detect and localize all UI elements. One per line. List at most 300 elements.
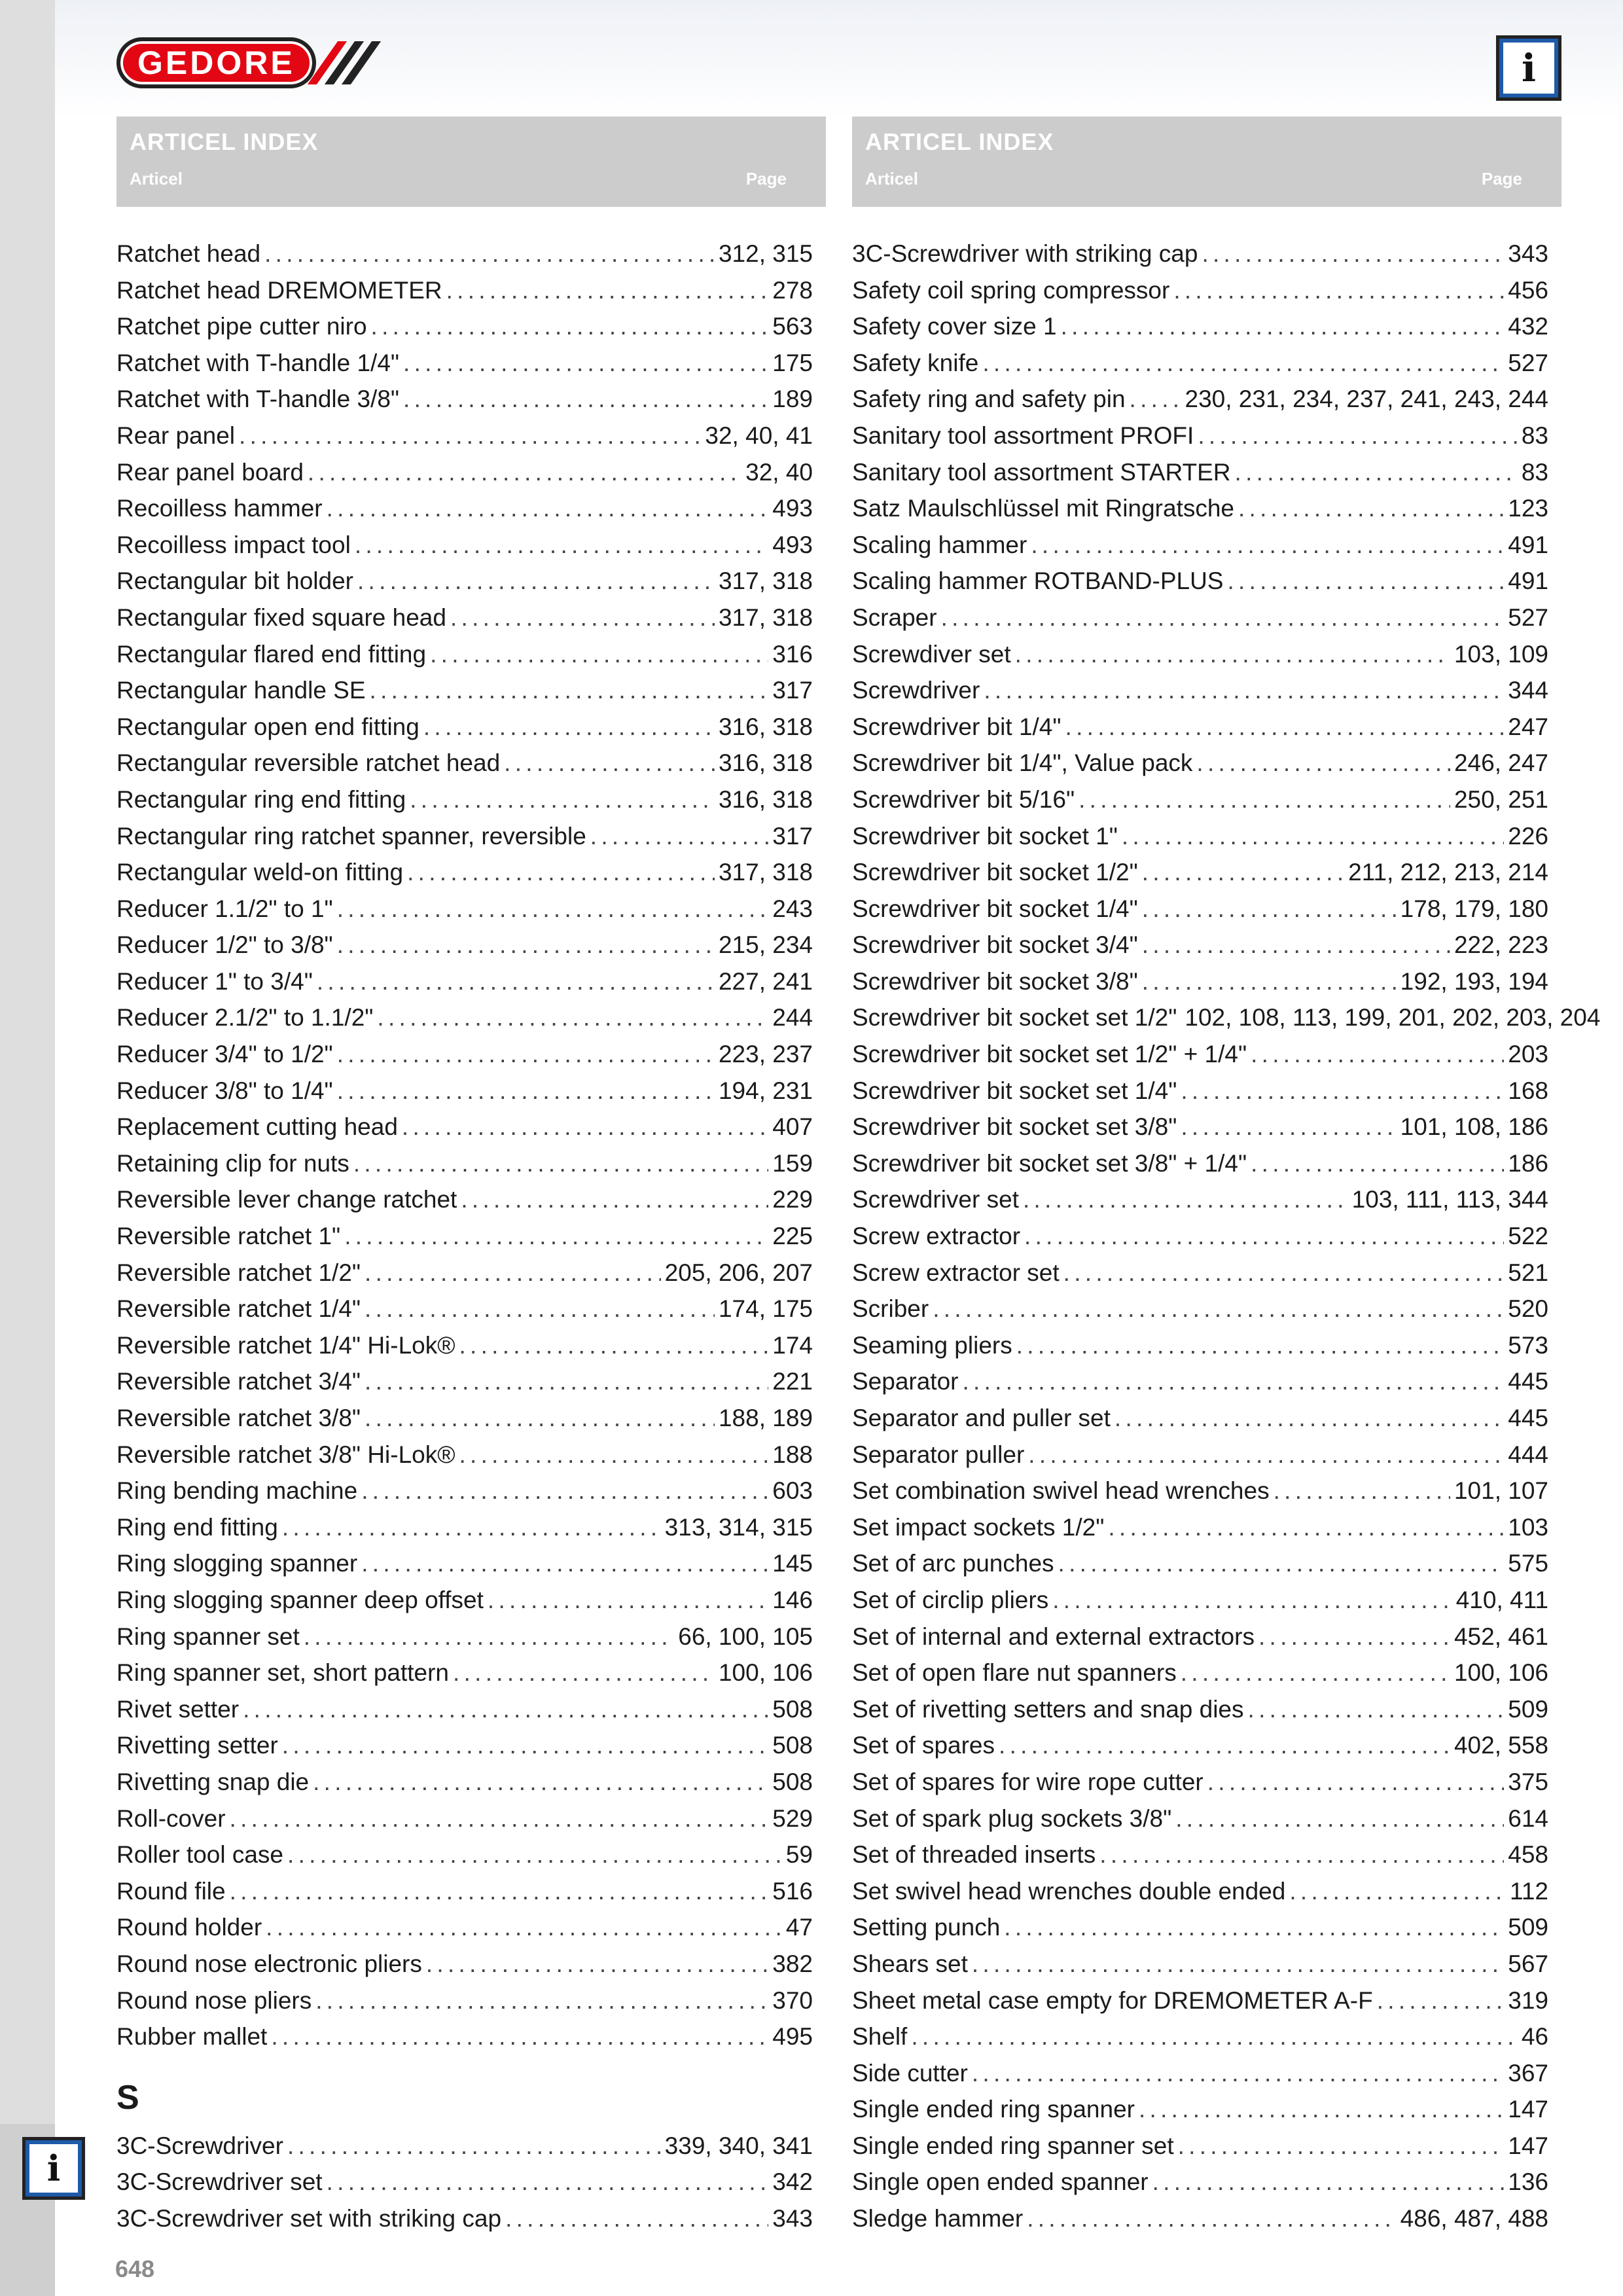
dot-leader	[1198, 418, 1518, 454]
entry-page: 342	[772, 2168, 813, 2196]
index-entry	[116, 308, 813, 345]
dot-leader	[1235, 454, 1518, 491]
dot-leader	[1108, 1509, 1504, 1546]
dot-leader	[941, 600, 1505, 636]
entry-page: 244	[772, 1004, 813, 1031]
entry-page: 527	[1508, 349, 1548, 376]
dot-leader	[266, 1909, 782, 1946]
index-entry	[116, 1764, 813, 1801]
dot-leader	[1079, 781, 1450, 818]
dot-leader	[353, 1145, 768, 1182]
entry-page: 508	[772, 1732, 813, 1759]
entry-page: 522	[1508, 1223, 1548, 1250]
entry-page: 317, 318	[718, 603, 813, 631]
entry-name: Reducer 1.1/2" to 1"	[116, 895, 333, 922]
index-entry	[116, 1946, 813, 1982]
index-entry	[852, 1582, 1548, 1619]
entry-name: Ratchet head	[116, 240, 261, 267]
entry-name: Rectangular open end fitting	[116, 713, 419, 740]
entry-name: Set of open flare nut spanners	[852, 1659, 1177, 1687]
index-entry	[116, 1109, 813, 1145]
entry-page: 444	[1508, 1441, 1548, 1468]
entry-name: Scaling hammer ROTBAND-PLUS	[852, 567, 1224, 595]
dot-leader	[1196, 745, 1450, 781]
index-entry	[116, 490, 813, 527]
entry-page: 159	[772, 1149, 813, 1177]
entry-name: Screwdriver bit socket set 1/4"	[852, 1077, 1177, 1104]
index-entry	[116, 963, 813, 1000]
entry-name: Round nose pliers	[116, 1986, 312, 2014]
index-entry	[116, 2164, 813, 2200]
entry-name: Rivetting snap die	[116, 1768, 310, 1795]
entry-page: 215, 234	[718, 931, 813, 959]
entry-page: 189	[772, 386, 813, 413]
index-entry	[116, 1255, 813, 1291]
entry-name: Shears set	[852, 1950, 968, 1977]
left-column-header	[116, 117, 826, 207]
index-entry	[852, 2018, 1548, 2055]
dot-leader	[1202, 236, 1504, 272]
entry-page: 188	[772, 1441, 813, 1468]
dot-leader	[1099, 1837, 1504, 1873]
index-entry	[116, 745, 813, 781]
dot-leader	[1142, 927, 1450, 963]
entry-page: 456	[1508, 276, 1548, 304]
entry-page: 101, 107	[1454, 1477, 1548, 1505]
index-entry	[116, 781, 813, 818]
entry-page: 575	[1508, 1550, 1548, 1577]
entry-page: 147	[1508, 2096, 1548, 2123]
dot-leader	[1274, 1473, 1450, 1509]
entry-page: 211, 212, 213, 214	[1348, 859, 1548, 886]
entry-name: Set swivel head wrenches double ended	[852, 1877, 1286, 1905]
index-entry	[116, 1400, 813, 1437]
index-entry	[852, 927, 1548, 963]
entry-name: Separator and puller set	[852, 1405, 1111, 1431]
dot-leader	[430, 636, 768, 673]
index-entry	[116, 600, 813, 636]
entry-name: Ratchet with T-handle 1/4"	[116, 349, 400, 376]
dot-leader	[450, 600, 715, 636]
entry-page: 493	[772, 531, 813, 558]
entry-name: Reducer 1" to 3/4"	[116, 967, 313, 995]
dot-leader	[315, 1982, 768, 2019]
entry-name: Ring spanner set, short pattern	[116, 1659, 450, 1687]
entry-name: Reducer 2.1/2" to 1.1/2"	[116, 1004, 374, 1031]
entry-page: 32, 40	[745, 458, 813, 486]
index-entry	[852, 963, 1548, 1000]
entry-page: 83	[1521, 458, 1548, 486]
index-entry	[852, 1327, 1548, 1364]
entry-page: 529	[772, 1804, 813, 1832]
entry-name: Recoilless impact tool	[116, 531, 351, 558]
dot-leader	[287, 1837, 782, 1873]
entry-page: 83	[1521, 422, 1548, 449]
index-entry	[116, 818, 813, 855]
entry-page: 509	[1508, 1695, 1548, 1723]
dot-leader	[355, 527, 768, 564]
entry-page: 508	[772, 1768, 813, 1795]
dot-leader	[282, 1727, 768, 1764]
dot-leader	[1289, 1873, 1506, 1910]
dot-leader	[370, 672, 769, 709]
dot-leader	[1028, 1437, 1504, 1473]
entry-name: Scaling hammer	[852, 531, 1027, 558]
dot-leader	[1251, 1036, 1504, 1073]
entry-page: 194, 231	[718, 1077, 813, 1104]
dot-leader	[1175, 1801, 1504, 1837]
right-header-title: ARTICEL INDEX	[865, 128, 1054, 155]
entry-name: Screwdriver bit socket 3/8"	[852, 967, 1138, 995]
dot-leader	[365, 1363, 768, 1400]
dot-leader	[230, 1801, 769, 1837]
dot-leader	[337, 927, 715, 963]
entry-name: Screwdriver bit socket 1"	[852, 822, 1118, 850]
entry-page: 146	[772, 1586, 813, 1613]
dot-leader	[1258, 1619, 1450, 1655]
index-entry	[116, 236, 813, 272]
entry-page: 312, 315	[718, 240, 813, 267]
index-entry	[116, 1437, 813, 1473]
entry-page: 382	[772, 1950, 813, 1977]
entry-name: Ring slogging spanner deep offset	[116, 1586, 484, 1613]
entry-page: 123	[1508, 495, 1548, 522]
dot-leader	[426, 1946, 768, 1982]
entry-page: 32, 40, 41	[705, 422, 813, 449]
index-entry	[852, 1073, 1548, 1109]
entry-name: Reversible ratchet 1/4"	[116, 1295, 361, 1323]
index-entry	[116, 454, 813, 491]
index-entry	[852, 236, 1548, 272]
entry-page: 192, 193, 194	[1400, 967, 1548, 995]
index-entry	[852, 1655, 1548, 1691]
entry-page: 402, 558	[1454, 1732, 1548, 1759]
info-icon-bottom: i	[22, 2137, 85, 2200]
entry-page: 407	[772, 1113, 813, 1141]
entry-name: Screwdriver bit socket set 1/2"	[852, 1004, 1177, 1031]
entry-name: Screwdriver bit socket 1/4"	[852, 895, 1138, 922]
entry-name: Separator puller	[852, 1441, 1025, 1468]
entry-page: 100, 106	[718, 1659, 813, 1687]
entry-name: Set of spark plug sockets 3/8"	[852, 1804, 1172, 1832]
index-entry	[116, 1801, 813, 1837]
index-entry	[116, 272, 813, 309]
dot-leader	[1065, 709, 1505, 745]
dot-leader	[453, 1655, 715, 1691]
entry-name: Rear panel	[116, 422, 236, 449]
entry-name: Round nose electronic pliers	[116, 1950, 422, 1977]
index-entry	[116, 418, 813, 454]
entry-page: 66, 100, 105	[678, 1623, 813, 1650]
dot-leader	[911, 2018, 1518, 2055]
index-entry	[852, 600, 1548, 636]
index-entry	[852, 490, 1548, 527]
dot-leader	[344, 1218, 768, 1255]
entry-page: 226	[1508, 822, 1548, 850]
index-entry	[852, 418, 1548, 454]
entry-page: 316, 318	[718, 713, 813, 740]
dot-leader	[972, 1946, 1504, 1982]
index-entry	[116, 2200, 813, 2237]
index-entry	[852, 308, 1548, 345]
index-entry	[116, 2018, 813, 2055]
entry-page: 47	[785, 1914, 813, 1941]
entry-name: Reversible ratchet 1/4" Hi-Lok®	[116, 1331, 455, 1359]
dot-leader	[1181, 1073, 1504, 1109]
dot-leader	[337, 891, 769, 927]
entry-page: 59	[785, 1841, 813, 1869]
entry-name: Shelf	[852, 2023, 908, 2051]
entry-page: 175	[772, 349, 813, 376]
dot-leader	[1142, 854, 1344, 891]
entry-name: Sheet metal case empty for DREMOMETER A-F	[852, 1986, 1373, 2014]
dot-leader	[963, 1363, 1505, 1400]
index-entry	[852, 2055, 1548, 2092]
section-letter: S	[116, 2078, 139, 2117]
entry-name: Set of internal and external extractors	[852, 1623, 1255, 1650]
index-entry	[852, 781, 1548, 818]
dot-leader	[1173, 272, 1504, 309]
entry-page: 573	[1508, 1331, 1548, 1359]
entry-name: Seaming pliers	[852, 1331, 1012, 1359]
index-entry	[116, 1545, 813, 1582]
left-header-article-label: Articel	[130, 169, 183, 188]
dot-leader	[287, 2128, 661, 2164]
entry-page: 174, 175	[718, 1295, 813, 1323]
entry-page: 46	[1521, 2023, 1548, 2051]
entry-page: 174	[772, 1331, 813, 1359]
dot-leader	[337, 1073, 715, 1109]
index-entry	[116, 636, 813, 673]
entry-name: Screwdriver bit socket set 1/2" + 1/4"	[852, 1041, 1247, 1068]
dot-leader	[1063, 1255, 1505, 1291]
entry-name: Reducer 1/2" to 3/8"	[116, 931, 333, 959]
entry-page: 230, 231, 234, 237, 241, 243, 244	[1185, 386, 1548, 413]
entry-page: 317	[772, 677, 813, 704]
entry-name: Side cutter	[852, 2059, 968, 2087]
entry-page: 319	[1508, 1986, 1548, 2014]
entry-name: Ring end fitting	[116, 1513, 278, 1541]
entry-name: Screwdriver bit 1/4"	[852, 713, 1061, 740]
entry-page: 344	[1508, 677, 1548, 704]
entry-page: 445	[1508, 1368, 1548, 1395]
index-entry	[116, 672, 813, 709]
entry-page: 145	[772, 1550, 813, 1577]
dot-leader	[1152, 2164, 1505, 2200]
entry-name: Safety coil spring compressor	[852, 276, 1170, 304]
entry-name: Safety ring and safety pin	[852, 386, 1126, 413]
index-entry	[116, 999, 813, 1036]
dot-leader	[1377, 1982, 1505, 2019]
entry-name: Rectangular reversible ratchet head	[116, 749, 501, 777]
dot-leader	[230, 1873, 769, 1910]
entry-page: 343	[1508, 240, 1548, 267]
dot-leader	[1142, 891, 1397, 927]
index-entry	[116, 1073, 813, 1109]
entry-name: Screwdriver bit socket set 3/8"	[852, 1113, 1177, 1141]
index-entry	[852, 1255, 1548, 1291]
logo-wordmark: GEDORE	[116, 37, 316, 88]
dot-leader	[1207, 1764, 1505, 1801]
entry-page: 603	[772, 1477, 813, 1505]
entry-name: Screw extractor	[852, 1223, 1021, 1250]
entry-page: 317	[772, 822, 813, 850]
entry-name: Ratchet pipe cutter niro	[116, 313, 367, 340]
index-entry	[852, 1109, 1548, 1145]
index-entry	[116, 927, 813, 963]
entry-page: 168	[1508, 1077, 1548, 1104]
index-entry	[116, 1181, 813, 1218]
dot-leader	[410, 781, 715, 818]
entry-page: 227, 241	[718, 967, 813, 995]
entry-page: 317, 318	[718, 859, 813, 886]
entry-name: Set of spares for wire rope cutter	[852, 1768, 1204, 1795]
dot-leader	[407, 854, 715, 891]
index-entry	[852, 345, 1548, 382]
index-entry	[116, 1691, 813, 1728]
index-entry	[116, 854, 813, 891]
entry-page: 103, 109	[1454, 640, 1548, 668]
entry-page: 452, 461	[1454, 1623, 1548, 1650]
index-entry	[116, 345, 813, 382]
index-entry	[852, 1509, 1548, 1546]
entry-page: 316, 318	[718, 749, 813, 777]
entry-name: Reversible ratchet 3/8"	[116, 1405, 361, 1431]
entry-page: 491	[1508, 531, 1548, 558]
entry-name: Screwdriver bit socket set 3/8" + 1/4"	[852, 1149, 1247, 1177]
index-entry	[852, 454, 1548, 491]
dot-leader	[972, 2055, 1504, 2092]
entry-name: Sanitary tool assortment PROFI	[852, 422, 1194, 449]
entry-page: 278	[772, 276, 813, 304]
entry-name: Set of circlip pliers	[852, 1586, 1049, 1613]
entry-page: 458	[1508, 1841, 1548, 1869]
index-entry	[116, 1473, 813, 1509]
entry-page: 516	[772, 1877, 813, 1905]
entry-page: 567	[1508, 1950, 1548, 1977]
entry-name: Screwdriver	[852, 677, 980, 704]
entry-name: Reversible lever change ratchet	[116, 1186, 457, 1213]
dot-leader	[365, 1400, 715, 1437]
entry-name: Set of arc punches	[852, 1550, 1054, 1577]
index-entry	[852, 2128, 1548, 2164]
right-header-article-label: Articel	[865, 169, 918, 188]
entry-name: Single open ended spanner	[852, 2168, 1149, 2196]
entry-name: Rectangular weld-on fitting	[116, 859, 404, 886]
index-entry	[116, 1327, 813, 1364]
entry-name: Reversible ratchet 1/2"	[116, 1259, 361, 1286]
dot-leader	[1227, 563, 1504, 600]
entry-page: 101, 108, 186	[1400, 1113, 1548, 1141]
index-entry	[116, 1509, 813, 1546]
dot-leader	[1178, 2128, 1505, 2164]
index-entry	[852, 1363, 1548, 1400]
entry-page: 367	[1508, 2059, 1548, 2087]
entry-name: 3C-Screwdriver	[116, 2132, 283, 2159]
entry-name: Single ended ring spanner set	[852, 2132, 1174, 2159]
entry-name: Sledge hammer	[852, 2205, 1024, 2233]
entry-page: 445	[1508, 1405, 1548, 1431]
entry-page: 563	[772, 313, 813, 340]
right-column-header	[852, 117, 1561, 207]
index-entry	[116, 1909, 813, 1946]
dot-leader	[999, 1727, 1450, 1764]
dot-leader	[1058, 1545, 1505, 1582]
entry-name: Ring slogging spanner	[116, 1550, 358, 1577]
entry-name: Round holder	[116, 1914, 262, 1941]
entry-name: Reversible ratchet 1"	[116, 1223, 341, 1250]
index-entry	[852, 1946, 1548, 1982]
dot-leader	[423, 709, 715, 745]
index-entry	[852, 1545, 1548, 1582]
gedore-logo	[116, 39, 374, 86]
entry-page: 410, 411	[1455, 1586, 1548, 1613]
dot-leader	[446, 272, 769, 309]
entry-name: Rectangular fixed square head	[116, 603, 446, 631]
entry-page: 136	[1508, 2168, 1548, 2196]
dot-leader	[317, 963, 715, 1000]
dot-leader	[371, 308, 769, 345]
entry-page: 375	[1508, 1768, 1548, 1795]
index-entry	[852, 1619, 1548, 1655]
entry-page: 203	[1508, 1041, 1548, 1068]
entry-page: 103, 111, 113, 344	[1351, 1186, 1548, 1213]
entry-name: Set of rivetting setters and snap dies	[852, 1695, 1244, 1723]
entry-page: 178, 179, 180	[1400, 895, 1548, 922]
entry-page: 112	[1510, 1877, 1548, 1905]
index-entry	[116, 1291, 813, 1327]
entry-page: 614	[1508, 1804, 1548, 1832]
entry-page: 370	[772, 1986, 813, 2014]
index-entry	[852, 2200, 1548, 2237]
dot-leader	[327, 490, 769, 527]
dot-leader	[361, 1545, 768, 1582]
index-entry	[852, 1873, 1548, 1910]
dot-leader	[505, 2200, 768, 2237]
dot-leader	[337, 1036, 715, 1073]
index-entry	[116, 563, 813, 600]
dot-leader	[239, 418, 701, 454]
dot-leader	[308, 454, 741, 491]
entry-name: Screwdriver bit 5/16"	[852, 785, 1075, 813]
entry-name: Screwdriver bit 1/4", Value pack	[852, 749, 1193, 777]
right-header-page-label: Page	[1481, 169, 1522, 188]
entry-name: Rectangular ring ratchet spanner, reversible	[116, 822, 586, 850]
entry-name: Rear panel board	[116, 458, 304, 486]
right-index-column	[852, 236, 1601, 2237]
entry-page: 222, 223	[1454, 931, 1548, 959]
index-entry	[852, 636, 1548, 673]
entry-page: 316	[772, 640, 813, 668]
dot-leader	[282, 1509, 661, 1546]
dot-leader	[1181, 1655, 1450, 1691]
dot-leader	[461, 1181, 768, 1218]
entry-name: Rivetting setter	[116, 1732, 278, 1759]
entry-page: 521	[1508, 1259, 1548, 1286]
index-entry	[116, 2128, 813, 2164]
entry-page: 225	[772, 1223, 813, 1250]
index-entry	[116, 891, 813, 927]
index-entry	[116, 1145, 813, 1182]
dot-leader	[1004, 1909, 1504, 1946]
entry-name: Set of spares	[852, 1732, 995, 1759]
dot-leader	[304, 1619, 675, 1655]
index-entry	[116, 381, 813, 418]
entry-name: Safety knife	[852, 349, 979, 376]
dot-leader	[403, 381, 768, 418]
entry-page: 221	[772, 1368, 813, 1395]
index-entry	[852, 1837, 1548, 1873]
